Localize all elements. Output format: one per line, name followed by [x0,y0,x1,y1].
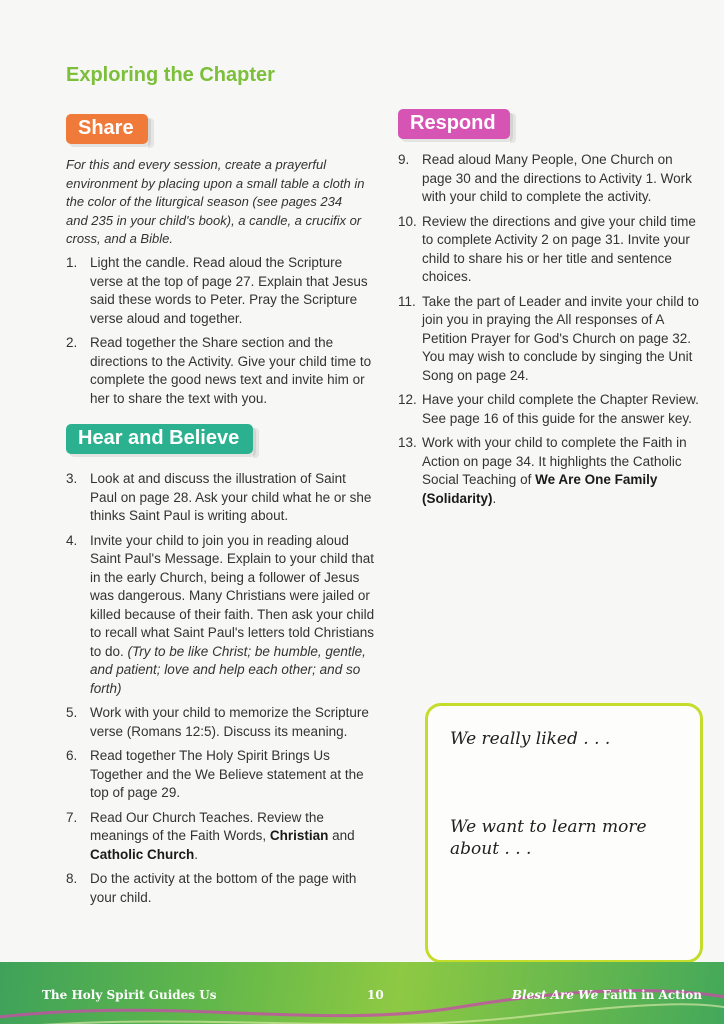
item-text-end: . [194,846,199,862]
item-text: Read aloud Many People, One Church on page 30 and the directions to Activity 1. Work with your child to complete the activity. [422,152,692,204]
item-text: Work with your child to memorize the Scripture verse (Romans 12:5). Discuss its meaning. [90,705,369,739]
footer-series-italic: Blest Are We [511,988,599,1002]
share-list [66,254,376,414]
footer-series-rest: Faith in Action [598,988,702,1002]
item-number: 1. [66,255,78,270]
list-item [398,151,703,207]
item-text-connector: and [332,828,355,843]
list-item [66,254,376,328]
list-item [66,747,376,803]
share-heading: Share [66,114,148,144]
item-number: 12. [398,392,417,407]
list-item [398,391,703,428]
footer-band [0,962,724,1024]
note-we-really-liked: We really liked . . . [450,729,611,749]
item-number: 10. [398,213,417,229]
share-intro: For this and every session, create a prayerful environment by placing upon a small table a cloth in the color of the liturgical season (see pages 234 and 235 in your child's book), a candle, a crucifix or cross, and a Bible. [66,157,365,246]
item-text: Take the part of Leader and invite your child to join you in praying the All responses of A Petition Prayer for God's Church on page 32. You may wish to conclude by singing the Unit Song on page 24. [422,293,699,383]
item-text: Read Our Church Teaches. Review the meanings of the Faith Words, [90,809,324,843]
footer-chapter-title: The Holy Spirit Guides Us [42,988,217,1002]
hear-believe-list [66,470,376,913]
list-item [398,213,703,287]
list-item [66,532,376,699]
list-item [66,809,376,865]
respond-heading: Respond [398,109,510,139]
list-item [66,334,376,408]
list-item [398,434,703,508]
item-number: 8. [66,871,78,886]
item-italic-note: (Try to be like Christ; be humble, gentle, and patient; love and help each other; and so forth) [90,643,366,696]
list-item [398,293,703,386]
faith-word-christian: Christian [269,828,329,843]
item-number: 5. [66,705,78,720]
item-text: Review the directions and give your child time to complete Activity 2 on page 31. Invite your child to share his or her title and sentence choices. [422,213,696,284]
footer-series-title [512,988,702,1002]
item-number: 6. [66,748,78,763]
item-text-end: . [492,490,497,506]
item-text: Read together The Holy Spirit Brings Us Together and the We Believe statement at the top of page 29. [90,748,364,800]
item-number: 13. [398,435,417,450]
item-number: 9. [398,152,410,167]
respond-list [398,151,703,514]
item-number: 4. [66,532,78,548]
note-we-want-to-learn: We want to learn more about . . . [450,817,647,859]
notes-box [425,703,703,963]
item-text: Do the activity at the bottom of the page with your child. [90,871,357,905]
item-text: Look at and discuss the illustration of Saint Paul on page 28. Ask your child what he or she thinks Saint Paul is writing about. [90,471,372,523]
item-text: Light the candle. Read aloud the Scripture verse at the top of page 27. Explain that Jesus said these words to Peter. Pray the Scripture verse aloud and together. [90,255,368,326]
item-number: 11. [398,293,416,309]
footer-page-number: 10 [367,988,384,1002]
list-item [66,470,376,526]
list-item [66,870,376,907]
chapter-title: Exploring the Chapter [66,64,275,86]
list-item [66,704,376,741]
item-number: 7. [66,809,78,825]
item-text: Have your child complete the Chapter Review. See page 16 of this guide for the answer key. [422,392,699,426]
hear-believe-heading: Hear and Believe [66,424,253,454]
item-text: Invite your child to join you in reading aloud Saint Paul's Message. Explain to your child that in the early Church, being a follower of Jesus was dangerous. Many Christians were jailed or killed because of their faith. Then ask your child to recall what Saint Paul's letters told Christians to do. [90,532,375,659]
item-number: 2. [66,335,78,350]
item-number: 3. [66,471,78,486]
faith-word-catholic-church: Catholic Church [90,846,195,862]
social-teaching-theme: We Are One Family (Solidarity) [422,472,658,506]
item-text: Work with your child to complete the Faith in Action on page 34. It highlights the Catholic Social Teaching of [422,435,687,487]
item-text: Read together the Share section and the directions to the Activity. Give your child time to complete the good news text and invite him or her to share the text with you. [90,335,372,406]
